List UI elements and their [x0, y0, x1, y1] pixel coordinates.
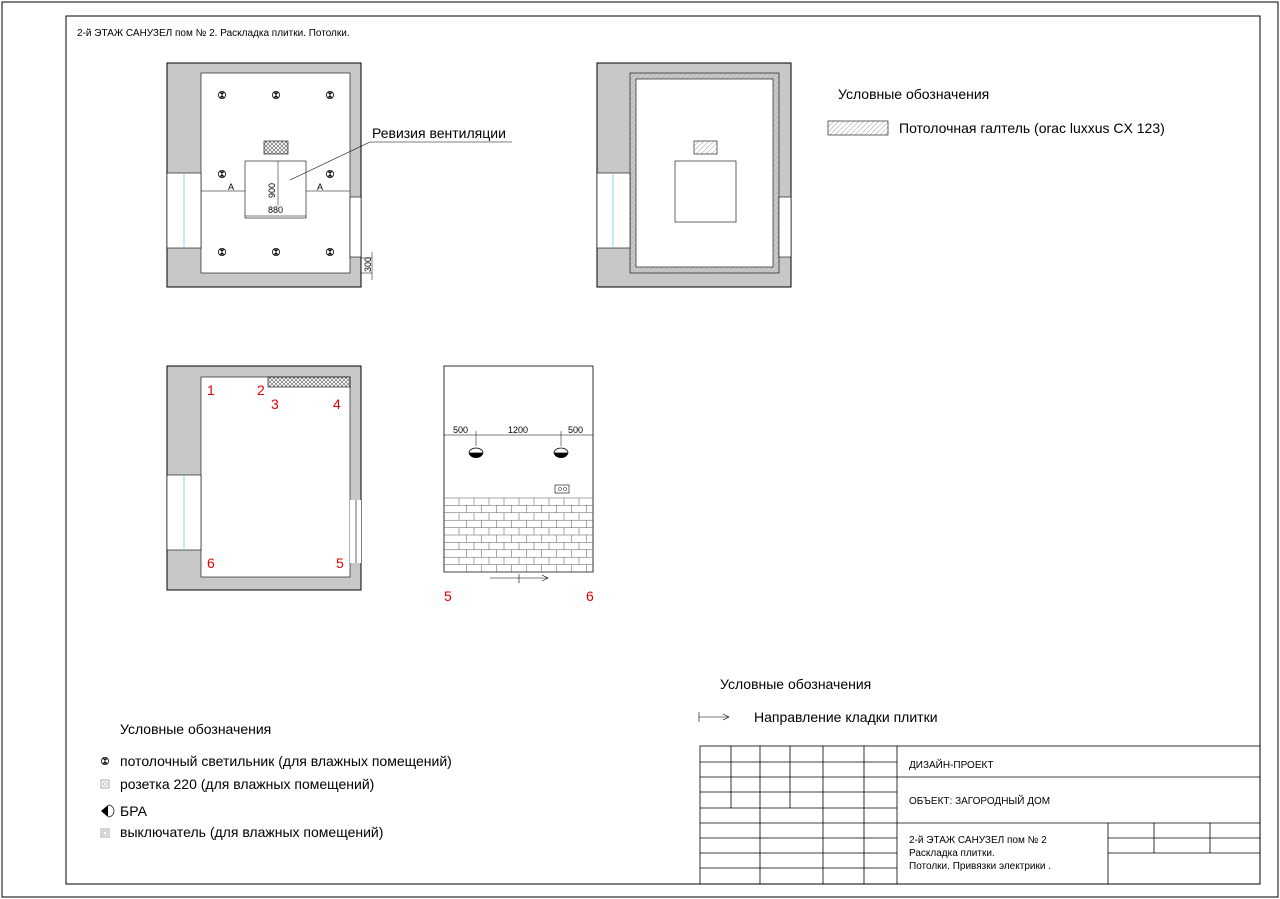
dim-500-left: 500	[453, 425, 469, 435]
ceiling-light-icon	[272, 91, 279, 98]
ventilation-grille	[694, 141, 717, 154]
corner-label-3: 3	[271, 396, 279, 412]
ventilation-grille	[264, 141, 288, 154]
ceiling-light-icon	[326, 91, 333, 98]
socket-icon	[101, 780, 109, 788]
ceiling-light-icon	[272, 248, 279, 255]
legend-direction-heading: Условные обозначения	[720, 676, 872, 692]
stamp-sheet-line2: Раскладка плитки.	[909, 848, 995, 859]
stamp-object: ОБЪЕКТ: ЗАГОРОДНЫЙ ДОМ	[909, 796, 1051, 807]
dim-880: 880	[268, 205, 284, 215]
elevation-label-right: 6	[586, 588, 594, 604]
ceiling-light-icon	[101, 757, 108, 764]
legend-top-heading: Условные обозначения	[838, 86, 990, 102]
legend-direction-item: Направление кладки плитки	[754, 709, 938, 725]
dim-a-right: A	[317, 182, 324, 192]
legend-electric-heading: Условные обозначения	[120, 721, 272, 737]
wall-elevation	[444, 366, 594, 604]
sheet-title: 2-й ЭТАЖ САНУЗЕЛ пом № 2. Раскладка плитки. Потолки.	[77, 28, 350, 39]
wall-lamp-icon	[554, 448, 568, 458]
door-opening	[779, 197, 791, 257]
legend-electric-item-2: розетка 220 (для влажных помещений)	[120, 776, 375, 792]
wall-lamp-icon	[469, 448, 483, 458]
ceiling-light-icon	[218, 170, 225, 177]
dim-500-right: 500	[568, 425, 584, 435]
ceiling-light-icon	[218, 91, 225, 98]
legend-electric-item-3: БРА	[120, 803, 147, 819]
wall-lamp-icon	[101, 805, 114, 817]
cornice-swatch-icon	[828, 121, 888, 135]
callout-ventilation: Ревизия вентиляции	[372, 125, 506, 141]
corner-label-1: 1	[207, 382, 215, 398]
legend-top-item: Потолочная галтель (orac luxxus CX 123)	[899, 120, 1165, 136]
corner-label-6: 6	[207, 555, 215, 571]
legend-electric-item-4: выключатель (для влажных помещений)	[120, 824, 384, 840]
plan-tiling	[167, 366, 361, 590]
ceiling-light-icon	[326, 248, 333, 255]
corner-label-2: 2	[257, 382, 265, 398]
elevation-label-left: 5	[444, 588, 452, 604]
plan-lighting	[167, 63, 512, 287]
dim-900: 900	[267, 182, 277, 198]
stamp-project: ДИЗАЙН-ПРОЕКТ	[909, 760, 994, 771]
wall-niche	[268, 377, 350, 387]
socket-icon	[555, 485, 569, 493]
corner-label-5: 5	[336, 555, 344, 571]
dim-1200: 1200	[508, 425, 529, 435]
stamp-sheet-line3: Потолки. Привязки электрики .	[909, 861, 1051, 872]
plan-ceiling	[597, 63, 791, 287]
switch-icon	[101, 829, 109, 837]
dim-a-left: A	[228, 182, 235, 192]
revision-hatch	[675, 161, 736, 222]
ceiling-light-icon	[326, 170, 333, 177]
dim-300: 300	[363, 256, 373, 272]
legend-electric-item-1: потолочный светильник (для влажных помещений)	[120, 753, 452, 769]
window-left	[597, 173, 630, 248]
ceiling-light-icon	[218, 248, 225, 255]
direction-arrow-icon	[699, 712, 729, 722]
stamp-sheet-line1: 2-й ЭТАЖ САНУЗЕЛ пом № 2	[909, 835, 1047, 846]
door-opening	[350, 197, 361, 257]
corner-label-4: 4	[333, 396, 341, 412]
